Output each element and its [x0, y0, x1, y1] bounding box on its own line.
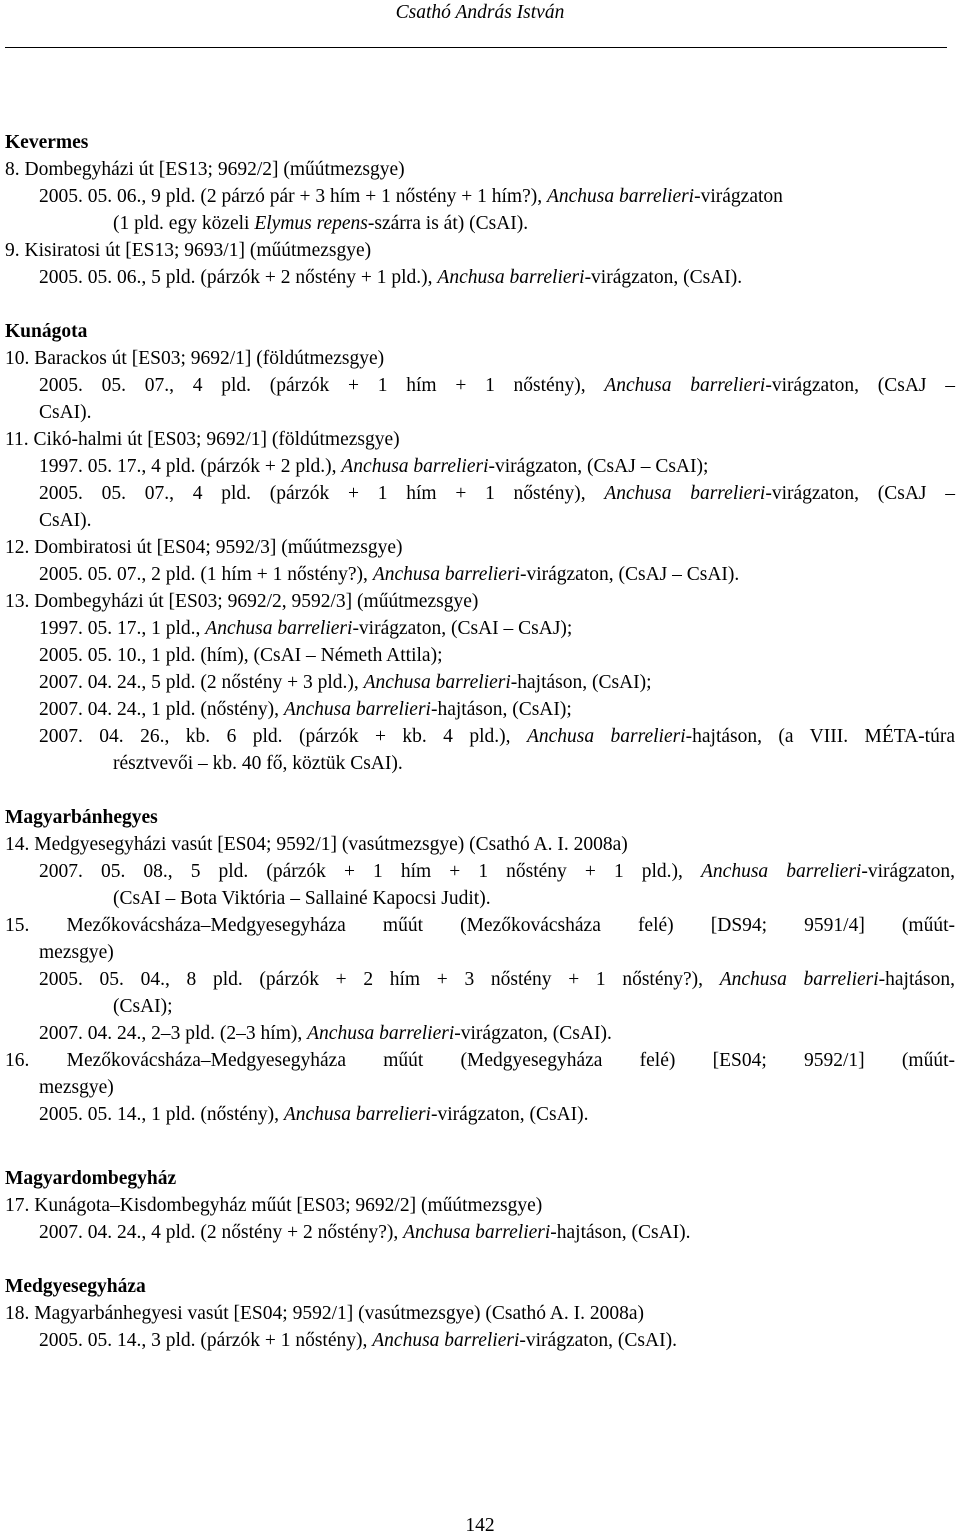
record-line: 2005. 05. 10., 1 pld. (hím), (CsAI – Németh Attila); [39, 645, 443, 666]
record-continuation: CsAI). [39, 510, 92, 531]
record-continuation: CsAI). [39, 402, 92, 423]
site-entry-13: 13. Dombegyházi út [ES03; 9692/2, 9592/3] (műútmezsgye) [5, 591, 479, 612]
record-line: 2005. 05. 07., 2 pld. (1 hím + 1 nőstény?), Anchusa barrelieri-virágzaton, (CsAJ – CsAI). [39, 564, 740, 585]
header-author: Csathó András István [395, 2, 565, 23]
record-continuation: (CsAI); [113, 996, 173, 1017]
section-heading-kunagota: Kunágota [5, 321, 88, 342]
site-entry-12: 12. Dombiratosi út [ES04; 9592/3] (műútmezsgye) [5, 537, 403, 558]
record-line: 2005. 05. 06., 9 pld. (2 párzó pár + 3 hím + 1 nőstény + 1 hím?), Anchusa barrelieri-virágzaton [39, 186, 783, 207]
record-continuation: résztvevői – kb. 40 fő, köztük CsAI). [113, 753, 403, 774]
record-line: 2005. 05. 04., 8 pld. (párzók + 2 hím + 3 nőstény + 1 nőstény?), Anchusa barrelieri-hajtáson, [39, 969, 956, 990]
record-continuation: (CsAI – Bota Viktória – Sallainé Kapocsi Judit). [113, 888, 491, 909]
section-heading-magyardombegyhaz: Magyardombegyház [5, 1168, 177, 1189]
record-line: 2007. 04. 24., 5 pld. (2 nőstény + 3 pld.), Anchusa barrelieri-hajtáson, (CsAI); [39, 672, 652, 693]
record-line: 2007. 05. 08., 5 pld. (párzók + 1 hím + 1 nőstény + 1 pld.), Anchusa barrelieri-virágzaton, [39, 861, 955, 882]
site-entry-11: 11. Cikó-halmi út [ES03; 9692/1] (földútmezsgye) [5, 429, 400, 450]
record-line: 2007. 04. 24., 2–3 pld. (2–3 hím), Anchusa barrelieri-virágzaton, (CsAI). [39, 1023, 612, 1044]
site-entry-14: 14. Medgyesegyházi vasút [ES04; 9592/1] (vasútmezsgye) (Csathó A. I. 2008a) [5, 834, 628, 855]
site-entry-continuation: mezsgye) [39, 942, 114, 963]
site-entry-17: 17. Kunágota–Kisdombegyház műút [ES03; 9692/2] (műútmezsgye) [5, 1195, 543, 1216]
site-entry-18: 18. Magyarbánhegyesi vasút [ES04; 9592/1] (vasútmezsgye) (Csathó A. I. 2008a) [5, 1303, 645, 1324]
site-entry-8: 8. Dombegyházi út [ES13; 9692/2] (műútmezsgye) [5, 159, 405, 180]
record-line: 1997. 05. 17., 1 pld., Anchusa barrelieri-virágzaton, (CsAI – CsAJ); [39, 618, 573, 639]
section-heading-medgyesegyhaza: Medgyesegyháza [5, 1276, 146, 1297]
site-entry-16: 16. Mezőkovácsháza–Medgyesegyháza műút (Medgyesegyháza felé) [ES04; 9592/1] (műút- [5, 1050, 955, 1071]
section-heading-kevermes: Kevermes [5, 132, 89, 153]
record-line: 2007. 04. 26., kb. 6 pld. (párzók + kb. 4 pld.), Anchusa barrelieri-hajtáson, (a VIII. MÉTA-túra [39, 726, 955, 747]
record-line: 2005. 05. 06., 5 pld. (párzók + 2 nőstény + 1 pld.), Anchusa barrelieri-virágzaton, (CsAI). [39, 267, 743, 288]
site-entry-10: 10. Barackos út [ES03; 9692/1] (földútmezsgye) [5, 348, 385, 369]
page-number: 142 [465, 1515, 495, 1536]
site-entry-9: 9. Kisiratosi út [ES13; 9693/1] (műútmezsgye) [5, 240, 372, 261]
site-entry-continuation: mezsgye) [39, 1077, 114, 1098]
record-line: 2005. 05. 14., 3 pld. (párzók + 1 nőstény), Anchusa barrelieri-virágzaton, (CsAI). [39, 1330, 677, 1351]
record-line: 2005. 05. 14., 1 pld. (nőstény), Anchusa barrelieri-virágzaton, (CsAI). [39, 1104, 589, 1125]
section-heading-magyarbanhegyes: Magyarbánhegyes [5, 807, 158, 828]
record-line: 2005. 05. 07., 4 pld. (párzók + 1 hím + 1 nőstény), Anchusa barrelieri-virágzaton, (CsAJ – [39, 483, 955, 504]
record-line: 1997. 05. 17., 4 pld. (párzók + 2 pld.), Anchusa barrelieri-virágzaton, (CsAJ – CsAI); [39, 456, 709, 477]
site-entry-15: 15. Mezőkovácsháza–Medgyesegyháza műút (Mezőkovácsháza felé) [DS94; 9591/4] (műút- [5, 915, 955, 936]
record-continuation: (1 pld. egy közeli Elymus repens-szárra is át) (CsAI). [113, 213, 529, 234]
record-line: 2005. 05. 07., 4 pld. (párzók + 1 hím + 1 nőstény), Anchusa barrelieri-virágzaton, (CsAJ – [39, 375, 955, 396]
record-line: 2007. 04. 24., 1 pld. (nőstény), Anchusa barrelieri-hajtáson, (CsAI); [39, 699, 572, 720]
record-line: 2007. 04. 24., 4 pld. (2 nőstény + 2 nőstény?), Anchusa barrelieri-hajtáson, (CsAI). [39, 1222, 691, 1243]
